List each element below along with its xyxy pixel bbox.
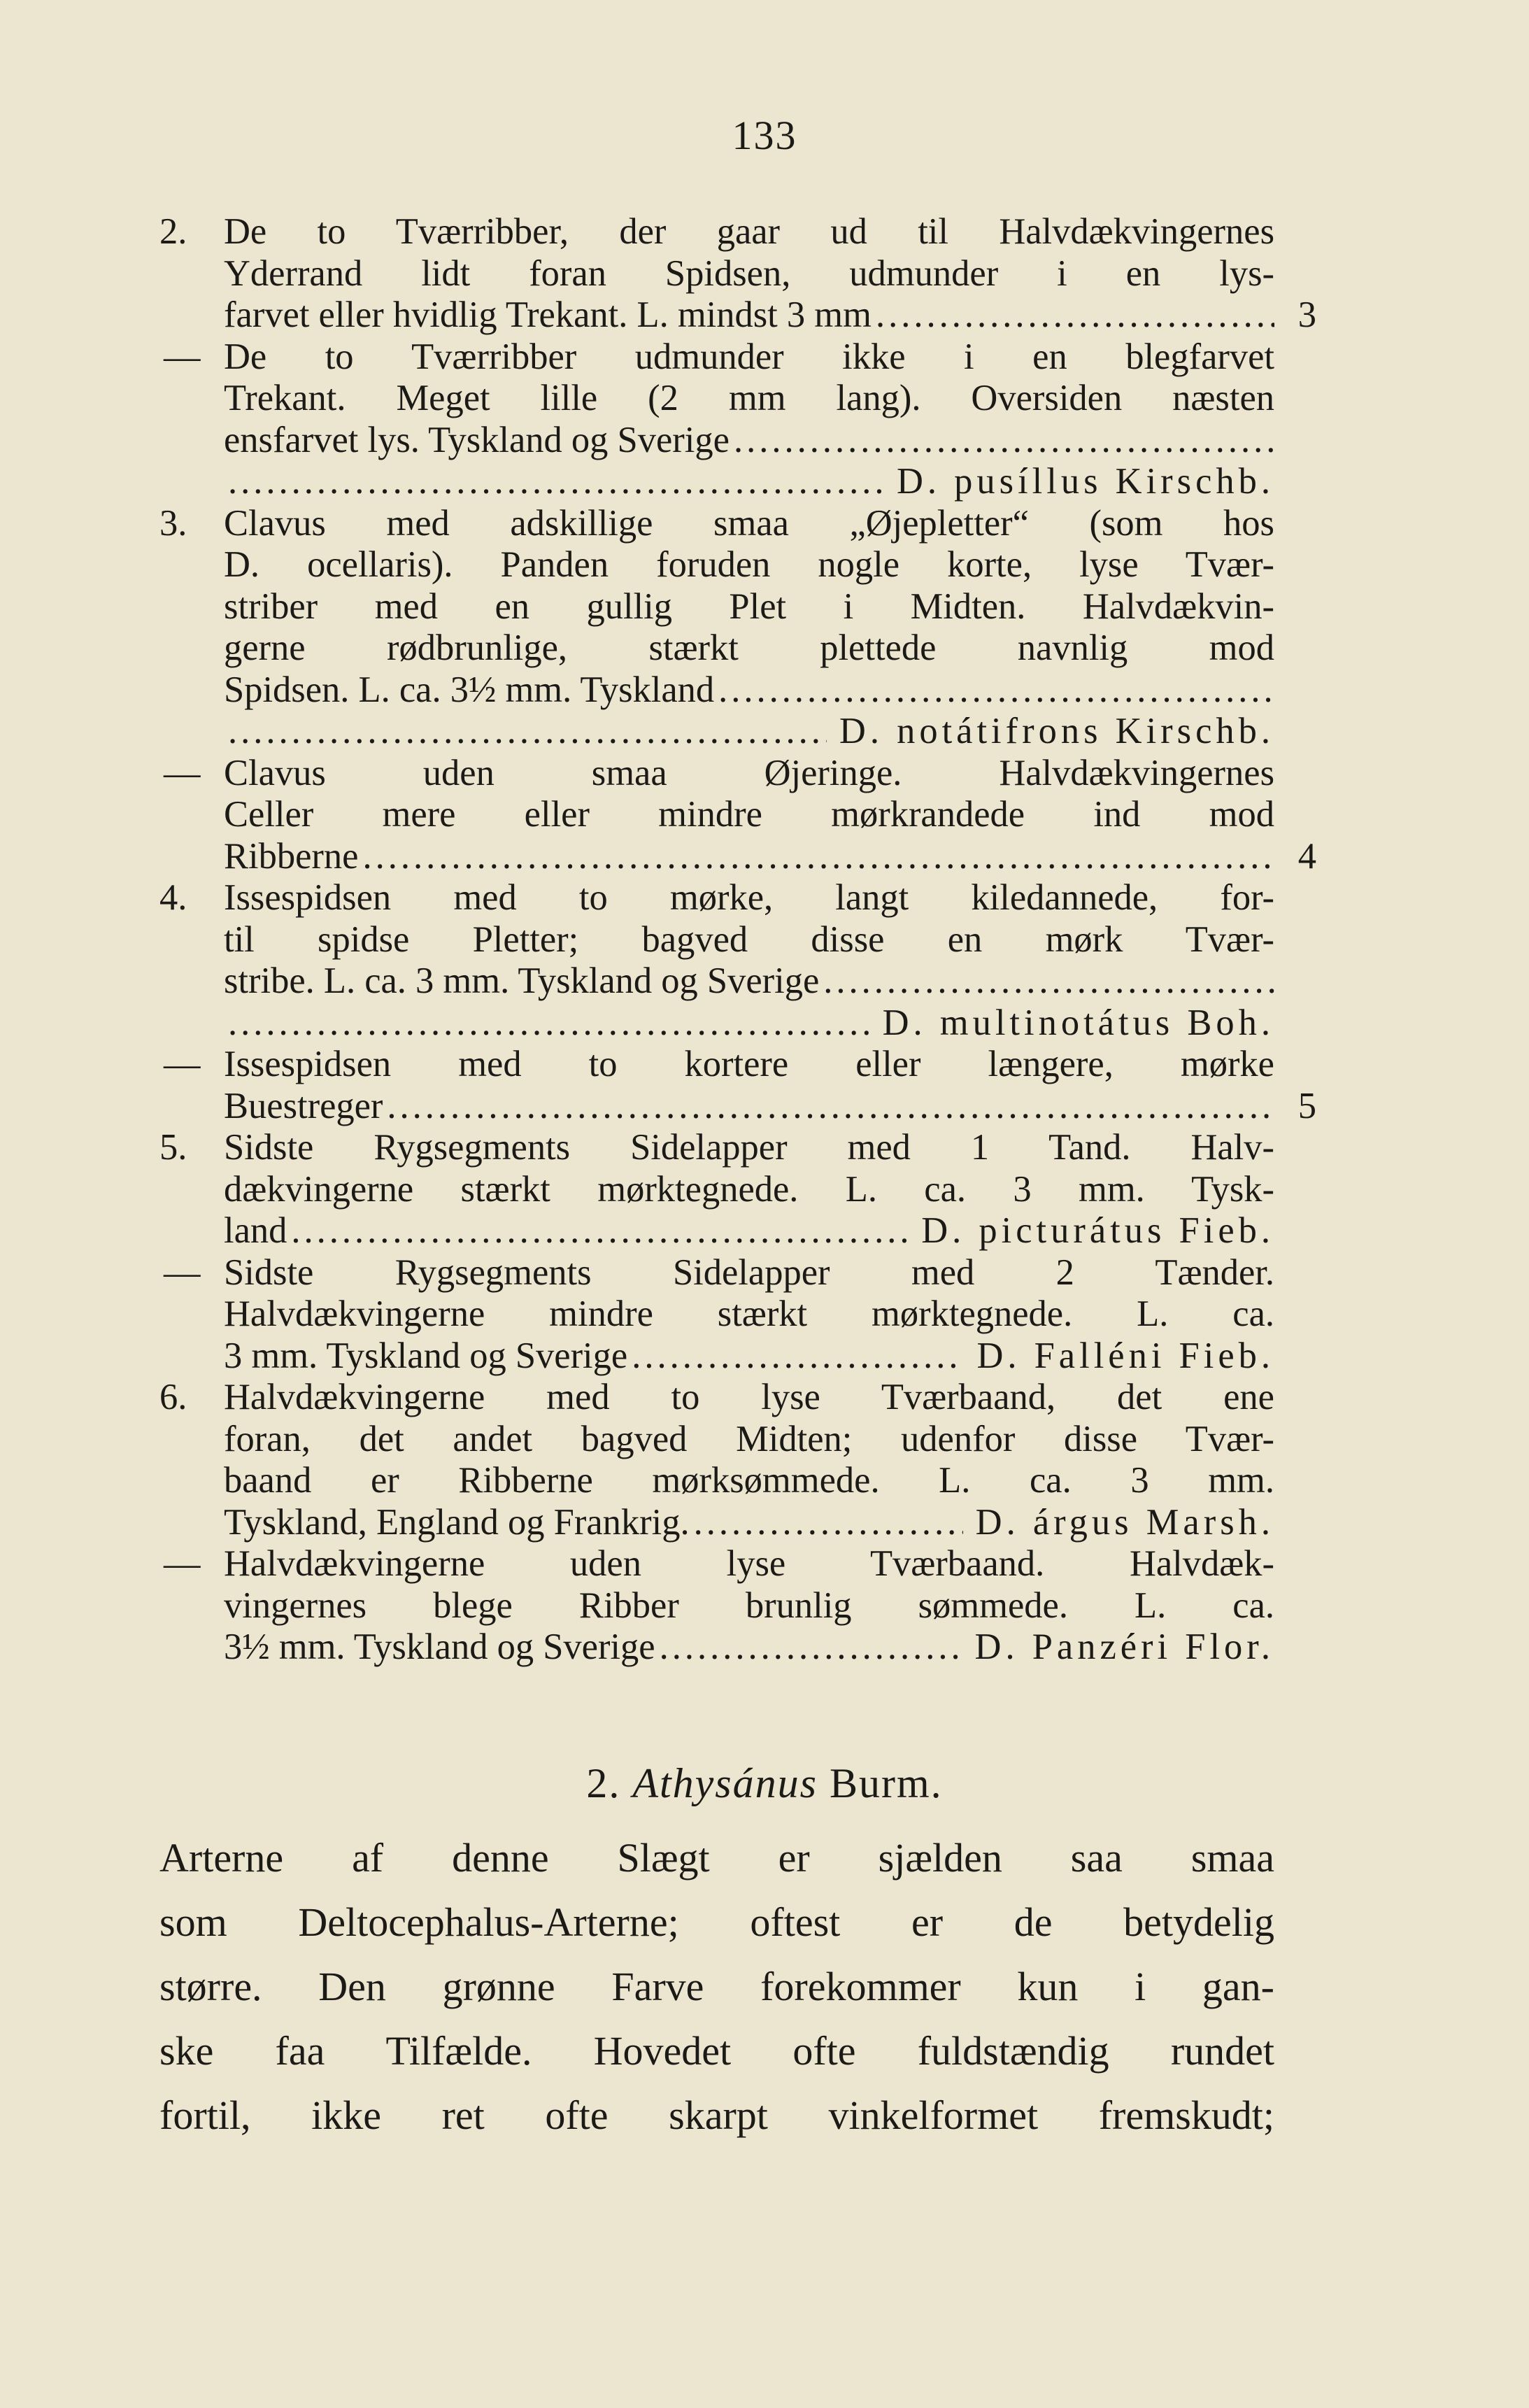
species-name: D. multinotátus Boh. <box>882 1002 1274 1043</box>
couplet-marker: 3. <box>159 502 187 544</box>
key-entry <box>159 211 1316 337</box>
key-text: farvet eller hvidlig Trekant. L. mindst 3 mm <box>224 295 872 335</box>
key-line: Halvdækvingerne mindre stærkt mørktegnede. L. ca. <box>224 1294 1274 1334</box>
species-name: D. notátifrons Kirschb. <box>839 711 1274 751</box>
key-entry <box>159 877 1274 1044</box>
key-line: Sidste Rygsegments Sidelapper med 1 Tand. Halv- <box>224 1127 1274 1168</box>
intro-line: fortil, ikke ret ofte skarpt vinkelformet fremskudt; <box>159 2092 1274 2138</box>
key-line-last <box>224 1085 1316 1128</box>
species-name: D. Panzéri Flor. <box>974 1627 1274 1667</box>
couplet-marker: — <box>164 1252 201 1293</box>
couplet-marker: — <box>164 1543 201 1584</box>
key-line: Issespidsen med to kortere eller længere, mørke <box>224 1044 1274 1084</box>
key-entry <box>159 1252 1274 1377</box>
genus-intro-paragraph <box>159 1826 1274 2148</box>
key-line-last <box>224 1627 1274 1669</box>
leader-dots <box>358 836 1274 878</box>
key-text: Spidsen. L. ca. 3½ mm. Tyskland <box>224 669 715 710</box>
key-entry <box>159 1543 1274 1669</box>
species-line <box>224 711 1274 753</box>
key-line: Issespidsen med to mørke, langt kiledannede, for- <box>224 877 1274 918</box>
couplet-marker: 4. <box>159 877 187 918</box>
key-text: Buestreger <box>224 1085 383 1126</box>
species-line <box>224 1003 1274 1044</box>
leader-dots <box>224 1003 870 1044</box>
key-line: Clavus uden smaa Øjeringe. Halvdækvingernes <box>224 752 1274 793</box>
key-line-last <box>224 1502 1274 1544</box>
key-line: vingernes blege Ribber brunlig sømmede. L. ca. <box>224 1585 1274 1626</box>
goto-couplet-number: 5 <box>1297 1085 1316 1126</box>
key-line: Trekant. Meget lille (2 mm lang). Oversiden næsten <box>224 378 1274 418</box>
key-line-last <box>224 295 1316 337</box>
genus-number: 2. <box>586 1760 621 1806</box>
key-entry <box>159 1127 1274 1252</box>
couplet-marker: 6. <box>159 1377 187 1417</box>
leader-dots <box>690 1502 963 1544</box>
page-number: 133 <box>732 113 797 158</box>
species-name: D. Falléni Fieb. <box>976 1335 1274 1376</box>
key-text: Tyskland, England og Frankrig. <box>224 1501 690 1543</box>
genus-heading <box>0 1759 1529 1808</box>
intro-line: ske faa Tilfælde. Hovedet ofte fuldstændig rundet <box>159 2028 1274 2074</box>
intro-line: Arterne af denne Slægt er sjælden saa smaa <box>159 1835 1274 1881</box>
couplet-marker: — <box>164 752 201 793</box>
leader-dots <box>655 1627 962 1669</box>
genus-author: Burm. <box>829 1760 943 1806</box>
key-text: ensfarvet lys. Tyskland og Sverige <box>224 419 730 460</box>
leader-dots <box>627 1336 964 1377</box>
key-entry <box>159 503 1274 753</box>
key-line: foran, det andet bagved Midten; udenfor disse Tvær- <box>224 1418 1274 1459</box>
key-entry <box>159 752 1316 878</box>
couplet-marker: 2. <box>159 211 187 252</box>
key-line: Clavus med adskillige smaa „Øjepletter“ (som hos <box>224 502 1274 544</box>
key-line: De to Tværribber udmunder ikke i en blegfarvet <box>224 336 1274 377</box>
key-line-last <box>224 961 1274 1003</box>
key-line: gerne rødbrunlige, stærkt plettede navnlig mod <box>224 628 1274 668</box>
key-line: D. ocellaris). Panden foruden nogle korte, lyse Tvær- <box>224 544 1274 585</box>
couplet-marker: — <box>164 336 201 377</box>
goto-couplet-number: 3 <box>1297 295 1316 335</box>
leader-dots <box>872 295 1274 337</box>
key-line-last <box>224 420 1274 462</box>
key-line-last <box>224 1336 1274 1377</box>
key-line: baand er Ribberne mørksømmede. L. ca. 3 mm. <box>224 1460 1274 1501</box>
key-line: dækvingerne stærkt mørktegnede. L. ca. 3 mm. Tysk- <box>224 1168 1274 1210</box>
leader-dots <box>224 461 884 503</box>
key-line: striber med en gullig Plet i Midten. Halvdækvin- <box>224 586 1274 627</box>
key-text: stribe. L. ca. 3 mm. Tyskland og Sverige <box>224 961 820 1001</box>
leader-dots <box>287 1210 909 1252</box>
key-line: Halvdækvingerne uden lyse Tværbaand. Halvdæk- <box>224 1543 1274 1584</box>
intro-line: som Deltocephalus-Arterne; oftest er de betydelig <box>159 1899 1274 1945</box>
leader-dots <box>714 670 1274 711</box>
identification-key <box>159 211 1316 1669</box>
key-text: Ribberne <box>224 835 359 877</box>
species-name: D. picturátus Fieb. <box>921 1210 1274 1251</box>
species-line <box>224 461 1274 503</box>
key-line-last <box>224 670 1274 711</box>
species-name: D. árgus Marsh. <box>975 1501 1274 1543</box>
key-text: 3½ mm. Tyskland og Sverige <box>224 1627 655 1667</box>
key-line-last <box>224 835 1316 878</box>
key-line: Yderrand lidt foran Spidsen, udmunder i en lys- <box>224 253 1274 294</box>
couplet-marker: 5. <box>159 1127 187 1168</box>
key-entry <box>159 1377 1274 1543</box>
key-text: 3 mm. Tyskland og Sverige <box>224 1335 628 1376</box>
goto-couplet-number: 4 <box>1297 835 1316 877</box>
key-line: til spidse Pletter; bagved disse en mørk Tvær- <box>224 919 1274 960</box>
key-line: Sidste Rygsegments Sidelapper med 2 Tænder. <box>224 1252 1274 1293</box>
leader-dots <box>730 420 1274 462</box>
leader-dots <box>224 711 827 753</box>
key-text: land <box>224 1210 287 1251</box>
key-line-last <box>224 1210 1274 1252</box>
genus-name: Athysánus <box>632 1760 818 1806</box>
key-entry <box>159 337 1274 503</box>
species-name: D. pusíllus Kirschb. <box>897 461 1274 502</box>
key-line: Halvdækvingerne med to lyse Tværbaand, det ene <box>224 1377 1274 1417</box>
leader-dots <box>819 961 1274 1003</box>
key-line: Celler mere eller mindre mørkrandede ind mod <box>224 794 1274 835</box>
couplet-marker: — <box>164 1044 201 1084</box>
intro-line: større. Den grønne Farve forekommer kun i gan- <box>159 1964 1274 2009</box>
key-line: De to Tværribber, der gaar ud til Halvdækvingernes <box>224 211 1274 252</box>
leader-dots <box>383 1086 1274 1128</box>
key-entry <box>159 1044 1316 1127</box>
